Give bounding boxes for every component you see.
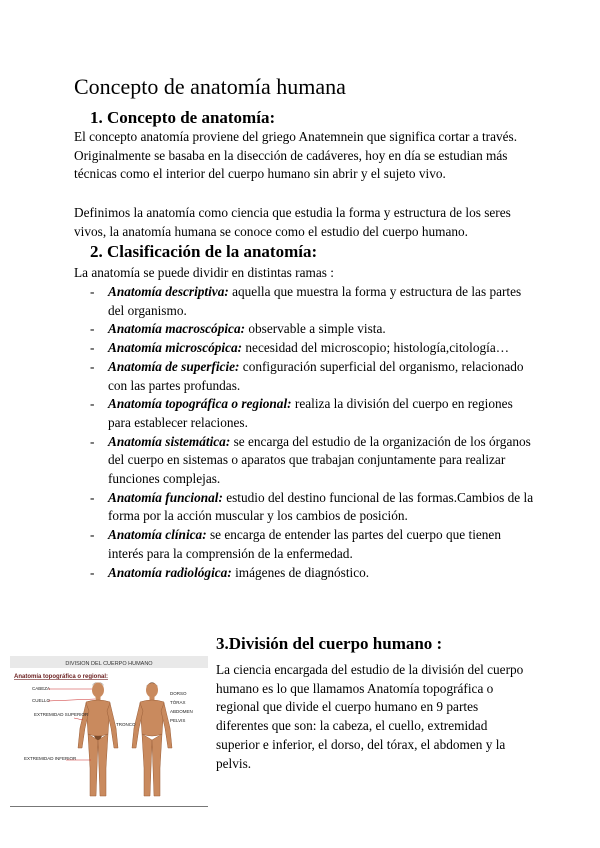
section2-intro: La anatomía se puede dividir en distintas ramas :	[74, 265, 334, 280]
bullet-dash: -	[90, 527, 95, 543]
front-body-figure	[78, 682, 118, 796]
label-line	[48, 699, 95, 701]
list-item-description: se encarga del estudio de la organización de los órganos del cuerpo en sistemas o aparatos que trabajan conjuntamente para realizar funciones complejas.	[108, 433, 531, 487]
label-abdomen: ABDOMEN	[170, 709, 193, 714]
section3-paragraph: La ciencia encargada del estudio de la división del cuerpo humano es lo que llamamos Anatomía topográfica o regional que divide el cuerpo humano en 9 partes diferentes que son: la cabeza, el cuello, extremidad superior e inferior, el dorso, del tórax, el abdomen y la pelvis.	[216, 662, 524, 771]
list-item	[74, 358, 534, 395]
list-item-term: Anatomía descriptiva:	[108, 284, 229, 299]
label-extremidad-inferior: EXTREMIDAD INFERIOR	[24, 756, 77, 761]
list-item	[74, 339, 534, 358]
list-item-description: realiza la división del cuerpo en regiones para establecer relaciones.	[108, 396, 513, 430]
label-line	[74, 718, 83, 720]
label-extremidad-superior: EXTREMIDAD SUPERIOR	[34, 712, 89, 717]
head-shape	[146, 683, 158, 698]
bullet-dash: -	[90, 489, 95, 505]
section2-heading: 2. Clasificación de la anatomía:	[90, 242, 318, 261]
bullet-dash: -	[90, 358, 95, 374]
list-item-description: aquella que muestra la forma y estructura de las partes del organismo.	[108, 284, 522, 318]
list-item-description: necesidad del microscopio; histología,citología…	[242, 340, 510, 356]
bullet-dash: -	[90, 340, 95, 356]
right-leg-shape	[98, 734, 108, 796]
label-pelvis: PELVIS	[170, 718, 186, 723]
bullet-dash: -	[90, 564, 95, 580]
anatomy-branches-list	[74, 283, 534, 582]
list-item	[74, 320, 534, 339]
label-tronco: TRONCO	[116, 722, 136, 727]
figure-subheader-text: Anatomía topográfica o regional:	[14, 674, 109, 680]
list-item-term: Anatomía radiológica:	[108, 564, 232, 580]
torso-shape	[86, 700, 110, 736]
list-item	[74, 433, 534, 489]
body-regions-illustration	[10, 656, 208, 806]
right-leg-shape	[152, 734, 162, 796]
list-item-term: Anatomía funcional:	[108, 489, 223, 505]
left-leg-shape	[142, 734, 152, 796]
label-dorso: DORSO	[170, 691, 187, 696]
list-item-term: Anatomía microscópica:	[108, 340, 243, 356]
section1-paragraph-1: El concepto anatomía proviene del griego Anatemnein que significa cortar a través. Originalmente se basaba en la disección de cadáveres, hoy en día se estudian más técnicas como el interior del cuerpo humano sin abrir y el sujeto vivo.	[74, 129, 518, 182]
list-item	[74, 283, 534, 320]
list-item-description: configuración superficial del organismo, relacionado con las partes profundas.	[108, 358, 524, 393]
body-regions-figure	[10, 656, 208, 807]
label-cuello: CUELLO	[32, 698, 51, 703]
figure-header-text: DIVISION DEL CUERPO HUMANO	[65, 661, 153, 667]
list-item-description: observable a simple vista.	[245, 321, 386, 337]
bullet-dash: -	[90, 433, 95, 449]
bullet-dash: -	[90, 284, 95, 299]
bullet-dash: -	[90, 396, 95, 412]
head-shape	[92, 683, 104, 698]
list-item-description: imágenes de diagnóstico.	[231, 564, 370, 580]
page-title: Concepto de anatomía humana	[74, 74, 346, 99]
label-cabeza: CABEZA	[32, 686, 51, 691]
back-body-figure	[132, 683, 172, 797]
torso-shape	[140, 700, 164, 736]
section3-heading: 3.División del cuerpo humano :	[216, 634, 443, 653]
list-item-term: Anatomía clínica:	[108, 527, 207, 543]
list-item	[74, 564, 534, 583]
left-leg-shape	[88, 734, 98, 796]
list-item-description: se encarga de entender las partes del cuerpo que tienen interés para la comprensión de la enfermedad.	[108, 527, 501, 561]
list-item-term: Anatomía de superficie:	[108, 358, 240, 374]
list-item-term: Anatomía topográfica o regional:	[108, 396, 292, 412]
section1-paragraph-2: Definimos la anatomía como ciencia que estudia la forma y estructura de los seres vivos, la anatomía humana se conoce como el estudio del cuerpo humano.	[74, 205, 511, 239]
list-item-term: Anatomía sistemática:	[108, 433, 231, 449]
section1-heading: 1. Concepto de anatomía:	[90, 108, 276, 127]
list-item-description: estudio del destino funcional de las formas.Cambios de la forma por la acción muscular y los cambios de posición.	[108, 489, 534, 524]
list-item-term: Anatomía macroscópica:	[108, 321, 246, 337]
list-item	[74, 526, 534, 563]
list-item	[74, 395, 534, 432]
list-item	[74, 489, 534, 526]
bullet-dash: -	[90, 321, 95, 337]
label-torax: TÓRAX	[170, 700, 186, 705]
